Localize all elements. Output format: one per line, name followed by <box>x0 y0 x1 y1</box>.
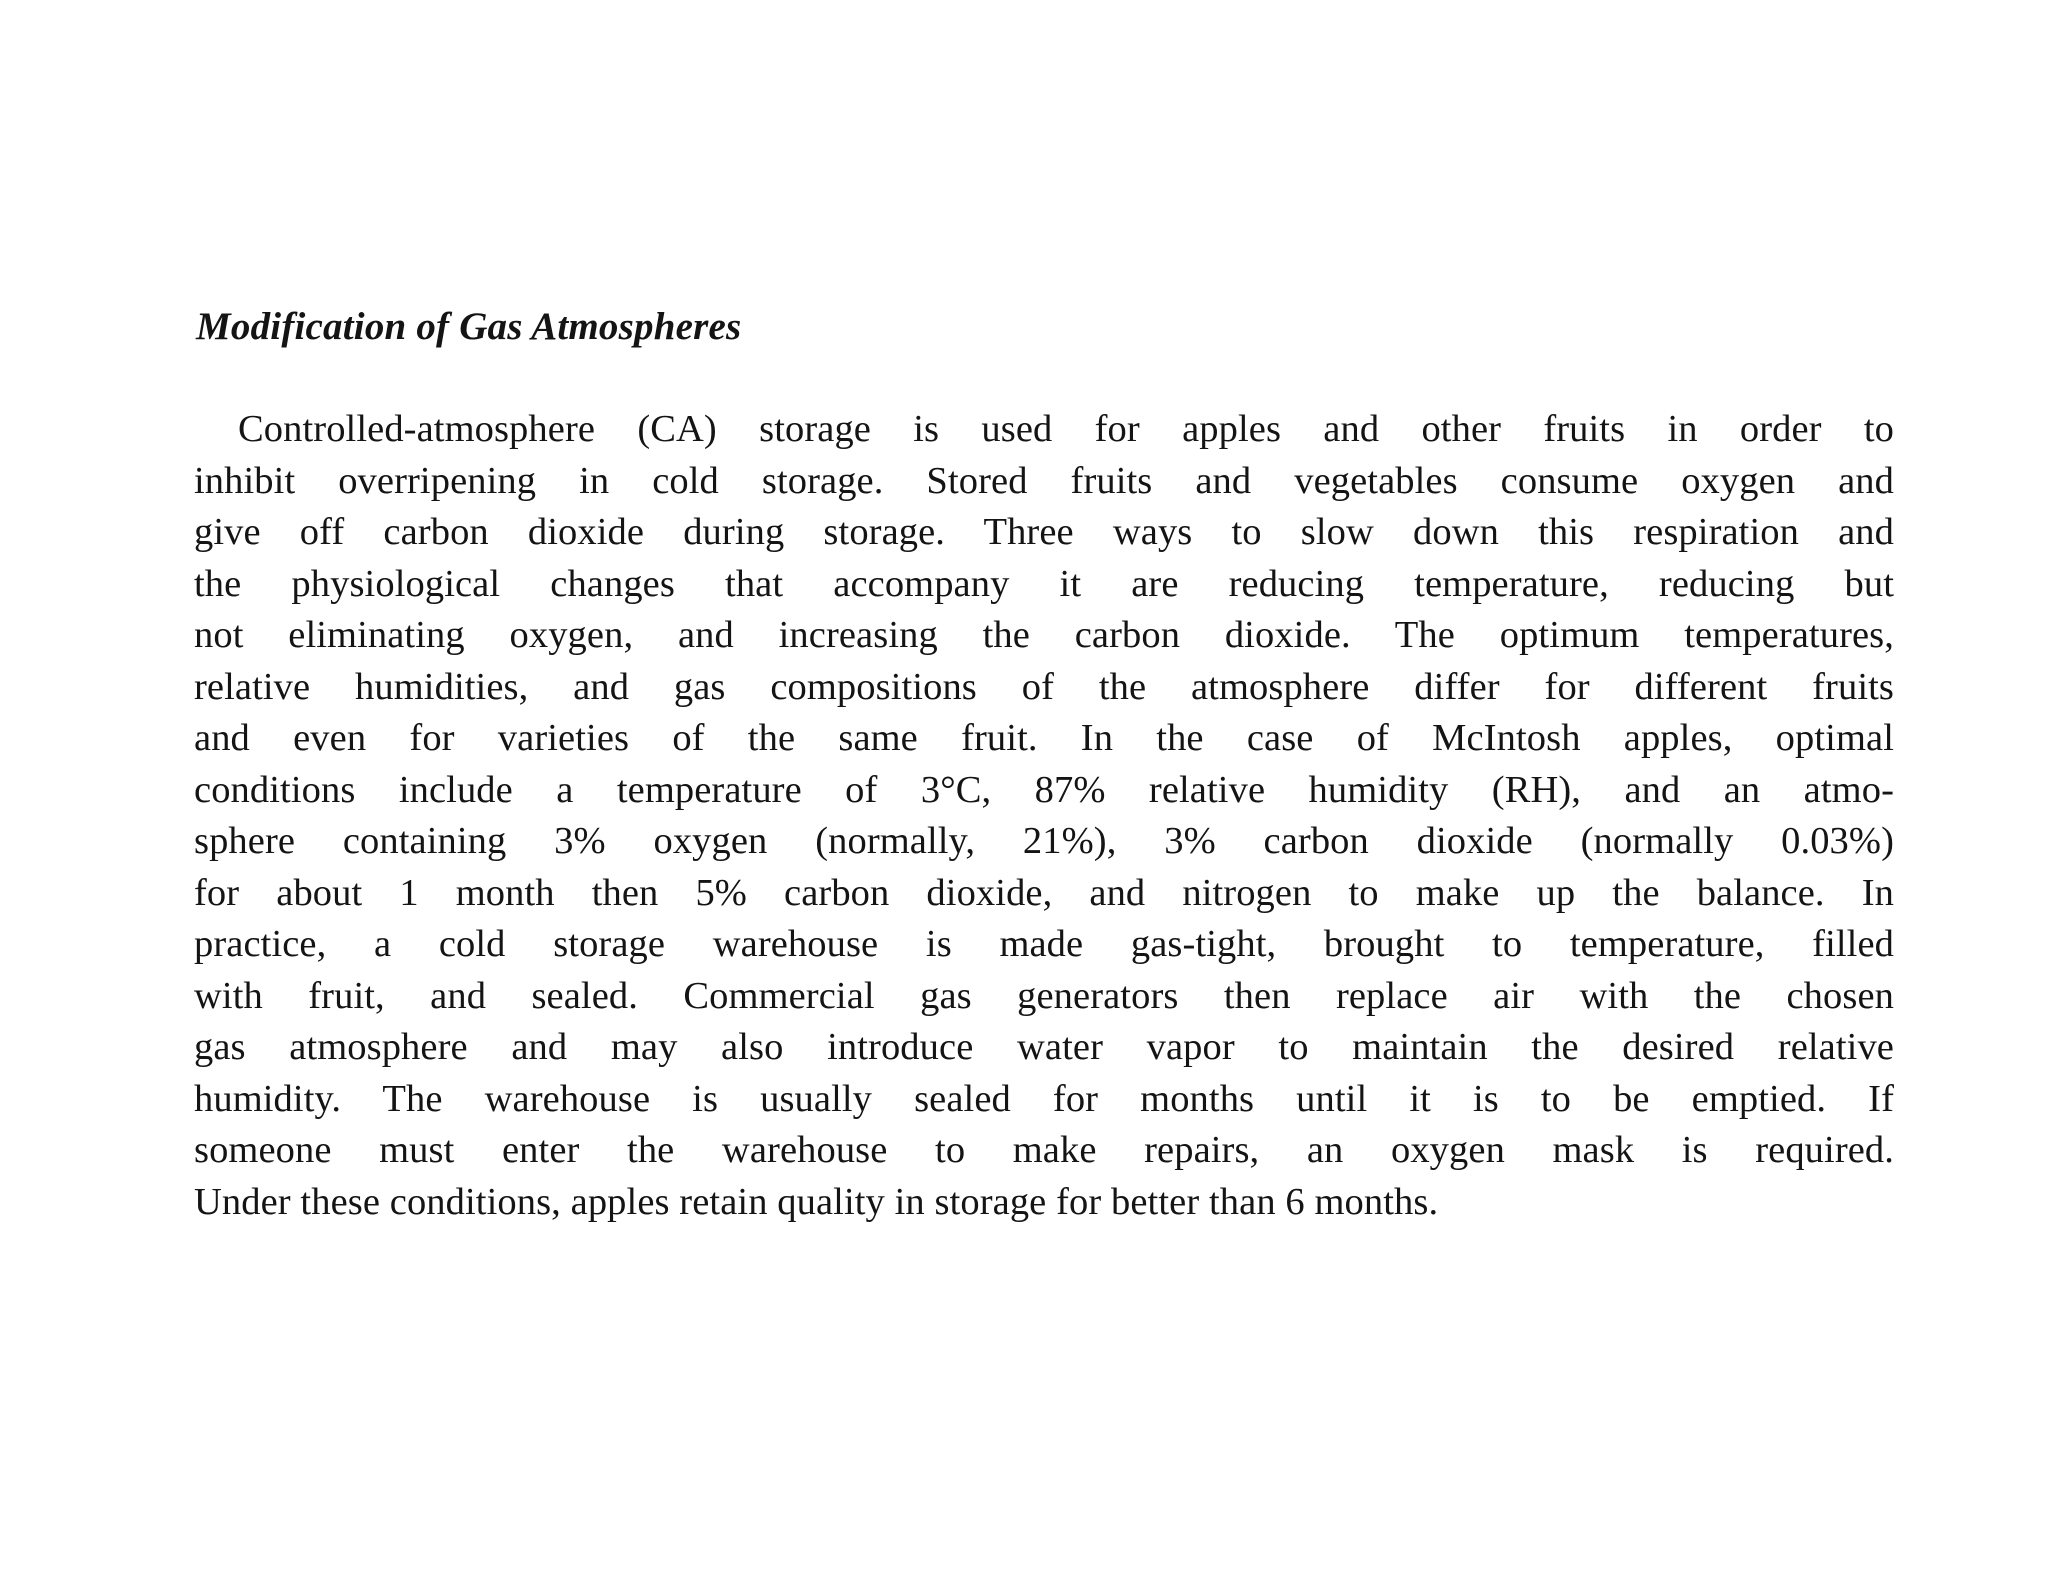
paragraph-line: and even for varieties of the same fruit. In the case of McIntosh apples, optimal <box>194 717 1894 759</box>
paragraph-line: practice, a cold storage warehouse is made gas-tight, brought to temperature, filled <box>194 923 1894 965</box>
paragraph-line: conditions include a temperature of 3°C, 87% relative humidity (RH), and an atmo- <box>194 768 1894 811</box>
paragraph-line: Under these conditions, apples retain quality in storage for better than 6 months. <box>194 1180 1439 1223</box>
section-title: Modification of Gas Atmospheres <box>196 305 742 348</box>
paragraph-line: Controlled-atmosphere (CA) storage is used for apples and other fruits in order to <box>238 408 1894 450</box>
paragraph-line: sphere containing 3% oxygen (normally, 21%), 3% carbon dioxide (normally 0.03%) <box>194 820 1894 862</box>
body-paragraph <box>194 404 1894 1228</box>
paragraph-line: the physiological changes that accompany it are reducing temperature, reducing but <box>194 562 1894 605</box>
paragraph-line: not eliminating oxygen, and increasing the carbon dioxide. The optimum temperatures, <box>194 614 1894 656</box>
paragraph-line: for about 1 month then 5% carbon dioxide, and nitrogen to make up the balance. In <box>194 871 1894 914</box>
paragraph-line: gas atmosphere and may also introduce water vapor to maintain the desired relative <box>194 1026 1894 1068</box>
paragraph-line: humidity. The warehouse is usually sealed for months until it is to be emptied. If <box>194 1077 1894 1120</box>
paragraph-line: with fruit, and sealed. Commercial gas generators then replace air with the chosen <box>194 974 1894 1017</box>
paragraph-line: inhibit overripening in cold storage. Stored fruits and vegetables consume oxygen and <box>194 459 1894 502</box>
paragraph-line: someone must enter the warehouse to make repairs, an oxygen mask is required. <box>194 1129 1894 1171</box>
paragraph-line: give off carbon dioxide during storage. Three ways to slow down this respiration and <box>194 511 1894 553</box>
paragraph-line: relative humidities, and gas compositions of the atmosphere differ for different fruits <box>194 665 1894 708</box>
